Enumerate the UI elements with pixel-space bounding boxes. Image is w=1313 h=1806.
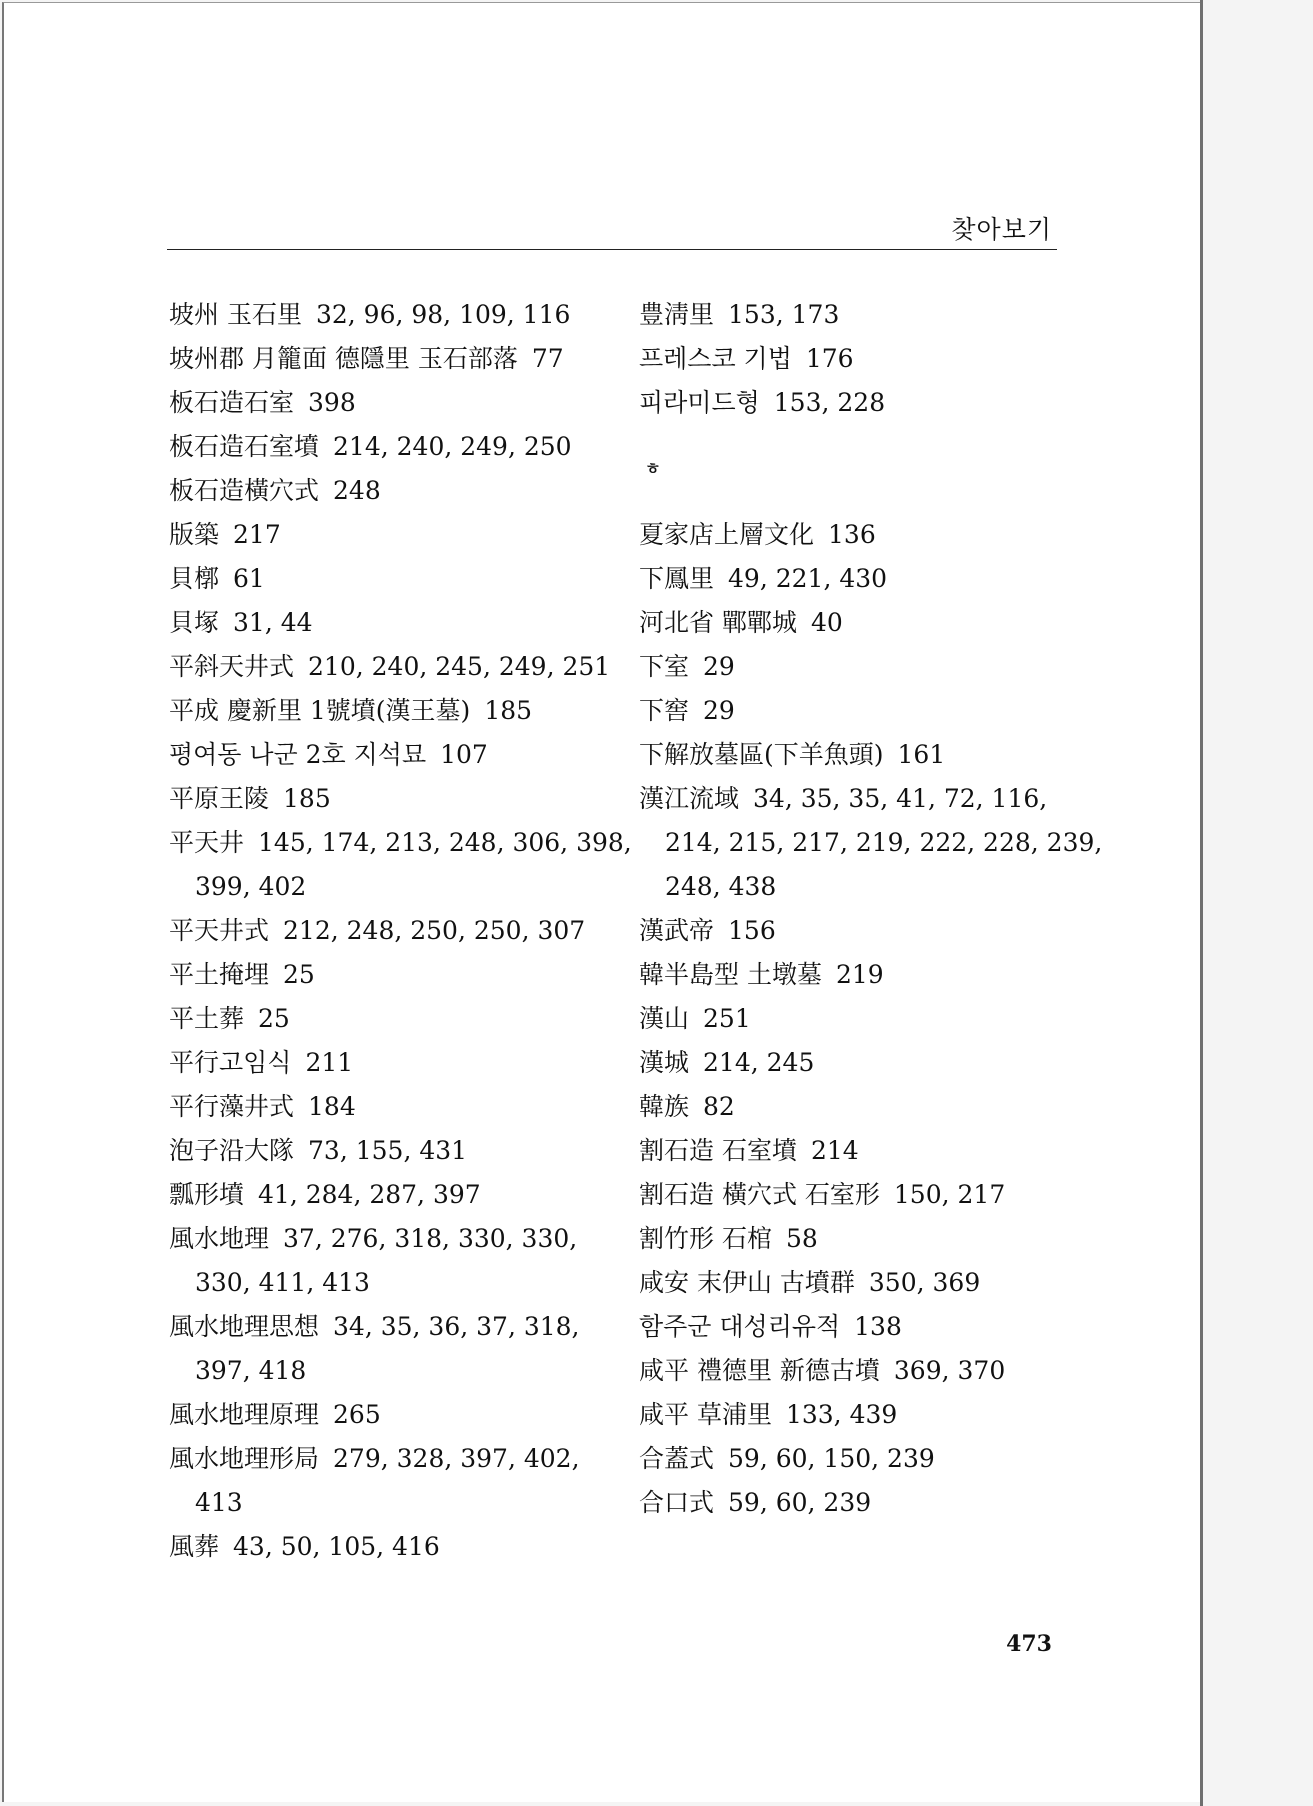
index-entry: [639, 821, 1103, 865]
index-term: 韓半島型 土墩墓: [639, 960, 822, 989]
index-term: 下鳳里: [639, 564, 715, 593]
index-entry: [639, 689, 1069, 733]
index-term: 割石造 石室墳: [639, 1136, 797, 1165]
index-pages: 32, 96, 98, 109, 116: [315, 300, 571, 329]
index-term: 咸平 草浦里: [639, 1400, 772, 1429]
index-column-left: [169, 293, 632, 1569]
index-entry: [639, 909, 1069, 953]
index-pages: 49, 221, 430: [728, 564, 888, 593]
index-pages: 133, 439: [785, 1400, 898, 1429]
index-pages: 248, 438: [665, 872, 777, 901]
page-number: 473: [1006, 1631, 1052, 1657]
index-entry: [169, 953, 609, 997]
index-pages: 40: [810, 608, 843, 637]
index-entry: [639, 513, 1069, 557]
index-entry: [639, 1173, 1069, 1217]
index-pages: 210, 240, 245, 249, 251: [308, 652, 611, 681]
running-header: 찾아보기: [951, 215, 1052, 244]
index-entry: [169, 293, 609, 337]
index-term: 割竹形 石棺: [639, 1224, 772, 1253]
index-pages: 399, 402: [195, 872, 307, 901]
index-pages: 156: [728, 916, 776, 945]
index-entry: [639, 777, 1069, 821]
index-term: 漢武帝: [639, 916, 715, 945]
index-pages: 217: [233, 520, 281, 549]
index-column-right: [639, 293, 1103, 1525]
index-term: 피라미드형: [639, 388, 760, 417]
index-term: 貝槨: [169, 564, 220, 593]
index-pages: 248: [333, 476, 381, 505]
index-pages: 212, 248, 250, 250, 307: [283, 916, 586, 945]
index-term: 漢山: [639, 1004, 690, 1033]
index-entry: [639, 953, 1069, 997]
index-pages: 34, 35, 36, 37, 318,: [333, 1312, 580, 1341]
index-entry: [639, 1041, 1069, 1085]
index-term: 平行藻井式: [169, 1092, 295, 1121]
index-entry: [639, 1261, 1069, 1305]
index-term: 平成 慶新里 1號墳(漢王墓): [169, 696, 471, 725]
index-pages: 219: [835, 960, 884, 989]
index-term: 合蓋式: [639, 1444, 715, 1473]
index-entry: [169, 1393, 609, 1437]
index-entry: [639, 865, 1069, 909]
index-term: 板石造石室: [169, 388, 295, 417]
header-rule: [167, 249, 1057, 250]
index-term: 프레스코 기법: [639, 344, 792, 373]
index-term: 咸平 禮德里 新德古墳: [639, 1356, 880, 1385]
index-term: 河北省 鄲鄲城: [639, 608, 797, 637]
index-term: 板石造石室墳: [169, 432, 320, 461]
index-term: 漢城: [639, 1048, 690, 1077]
index-pages: 107: [440, 740, 488, 769]
index-entry: [169, 1085, 609, 1129]
index-entry: [169, 469, 609, 513]
index-pages: 185: [283, 784, 331, 813]
index-pages: 330, 411, 413: [195, 1268, 370, 1297]
index-entry: [169, 425, 609, 469]
index-pages: 34, 35, 35, 41, 72, 116,: [753, 784, 1048, 813]
index-pages: 59, 60, 150, 239: [728, 1444, 935, 1473]
index-term: 咸安 末伊山 古墳群: [639, 1268, 855, 1297]
index-pages: 73, 155, 431: [308, 1136, 468, 1165]
index-term: 豊淸里: [639, 300, 715, 329]
index-term: 板石造橫穴式: [169, 476, 320, 505]
index-pages: 397, 418: [195, 1356, 307, 1385]
index-pages: 214, 240, 249, 250: [333, 432, 572, 461]
index-term: 下室: [639, 652, 690, 681]
index-pages: 61: [233, 564, 265, 593]
index-pages: 398: [308, 388, 356, 417]
index-term: 風水地理思想: [169, 1312, 320, 1341]
index-entry: [639, 337, 1069, 381]
index-pages: 214, 215, 217, 219, 222, 228, 239,: [665, 828, 1103, 857]
index-pages: 211: [305, 1048, 354, 1077]
index-term: 平土葬: [169, 1004, 245, 1033]
index-term: 風水地理形局: [169, 1444, 320, 1473]
index-entry: [169, 689, 609, 733]
index-pages: 161: [897, 740, 946, 769]
index-term: 平天井式: [169, 916, 270, 945]
index-pages: 350, 369: [868, 1268, 981, 1297]
index-pages: 413: [195, 1488, 243, 1517]
index-pages: 150, 217: [893, 1180, 1006, 1209]
index-pages: 214: [810, 1136, 859, 1165]
index-entry: [639, 997, 1069, 1041]
index-pages: 369, 370: [893, 1356, 1006, 1385]
index-entry: [639, 733, 1069, 777]
index-term: 平斜天井式: [169, 652, 295, 681]
index-pages: 41, 284, 287, 397: [258, 1180, 481, 1209]
index-entry: [169, 557, 609, 601]
index-entry: [639, 1437, 1069, 1481]
index-entry: [169, 733, 609, 777]
index-pages: 138: [854, 1312, 902, 1341]
index-term: 版築: [169, 520, 220, 549]
index-term: 風葬: [169, 1532, 220, 1561]
index-term: 下解放墓區(下羊魚頭): [639, 740, 884, 769]
index-entry: [169, 1217, 609, 1261]
index-term: 貝塚: [169, 608, 220, 637]
index-pages: 214, 245: [703, 1048, 815, 1077]
index-term: 韓族: [639, 1092, 690, 1121]
index-term: 合口式: [639, 1488, 715, 1517]
index-entry: [169, 381, 609, 425]
index-entry: [639, 381, 1069, 425]
index-pages: 25: [283, 960, 315, 989]
index-term: 瓢形墳: [169, 1180, 245, 1209]
index-pages: 185: [484, 696, 533, 725]
index-pages: 145, 174, 213, 248, 306, 398,: [258, 828, 632, 857]
index-entry: [169, 1129, 609, 1173]
index-entry: [169, 821, 632, 865]
index-pages: 59, 60, 239: [728, 1488, 872, 1517]
index-entry: [639, 1129, 1069, 1173]
index-entry: [169, 601, 609, 645]
index-entry: [639, 1305, 1069, 1349]
index-entry: [169, 1305, 609, 1349]
index-term: 夏家店上層文化: [639, 520, 815, 549]
index-entry: [639, 601, 1069, 645]
index-entry: [169, 997, 609, 1041]
index-entry: [169, 1261, 609, 1305]
index-pages: 29: [703, 652, 735, 681]
index-entry: [639, 1481, 1069, 1525]
index-entry: [169, 645, 609, 689]
index-term: 坡州郡 月籠面 德隱里 玉石部落: [169, 344, 518, 373]
index-pages: 29: [703, 696, 735, 725]
index-entry: [169, 513, 609, 557]
index-entry: [169, 865, 609, 909]
index-term: 下窖: [639, 696, 690, 725]
index-entry: [169, 1481, 609, 1525]
document-page: [2, 2, 1200, 1802]
index-pages: 77: [531, 344, 564, 373]
index-pages: 153, 173: [728, 300, 840, 329]
index-term: 함주군 대성리유적: [639, 1312, 841, 1341]
index-pages: 82: [703, 1092, 735, 1121]
index-entry: [169, 777, 609, 821]
index-entry: [639, 1393, 1069, 1437]
index-pages: 184: [308, 1092, 356, 1121]
index-pages: 153, 228: [773, 388, 886, 417]
index-entry: [169, 1173, 609, 1217]
index-entry: [169, 1525, 609, 1569]
index-entry: [639, 1217, 1069, 1261]
index-term: 漢江流域: [639, 784, 740, 813]
index-pages: 265: [333, 1400, 381, 1429]
index-term: 平天井: [169, 828, 245, 857]
index-term: 平土掩埋: [169, 960, 270, 989]
index-pages: 25: [258, 1004, 290, 1033]
index-entry: [639, 1085, 1069, 1129]
index-pages: 37, 276, 318, 330, 330,: [283, 1224, 578, 1253]
index-entry: [169, 1041, 609, 1085]
index-entry: [169, 1437, 609, 1481]
index-entry: [639, 293, 1069, 337]
viewer-background: [1203, 0, 1313, 1806]
index-entry: [639, 1349, 1069, 1393]
index-term: 평여동 나군 2호 지석묘: [169, 740, 427, 769]
index-entry: [169, 909, 609, 953]
index-term: 坡州 玉石里: [169, 300, 302, 329]
index-pages: 31, 44: [233, 608, 313, 637]
index-pages: 279, 328, 397, 402,: [333, 1444, 580, 1473]
index-pages: 58: [785, 1224, 818, 1253]
index-term: 風水地理: [169, 1224, 270, 1253]
index-entry: [639, 645, 1069, 689]
index-entry: [169, 337, 609, 381]
index-pages: 43, 50, 105, 416: [233, 1532, 440, 1561]
index-pages: 176: [805, 344, 854, 373]
index-pages: 251: [703, 1004, 751, 1033]
index-pages: 136: [828, 520, 876, 549]
section-heading: ㅎ: [645, 459, 661, 478]
index-term: 泡子沿大隊: [169, 1136, 295, 1165]
index-entry: [169, 1349, 609, 1393]
index-term: 平行고임식: [169, 1048, 292, 1077]
index-term: 割石造 橫穴式 石室形: [639, 1180, 880, 1209]
index-entry: [639, 557, 1069, 601]
index-term: 平原王陵: [169, 784, 270, 813]
index-term: 風水地理原理: [169, 1400, 320, 1429]
